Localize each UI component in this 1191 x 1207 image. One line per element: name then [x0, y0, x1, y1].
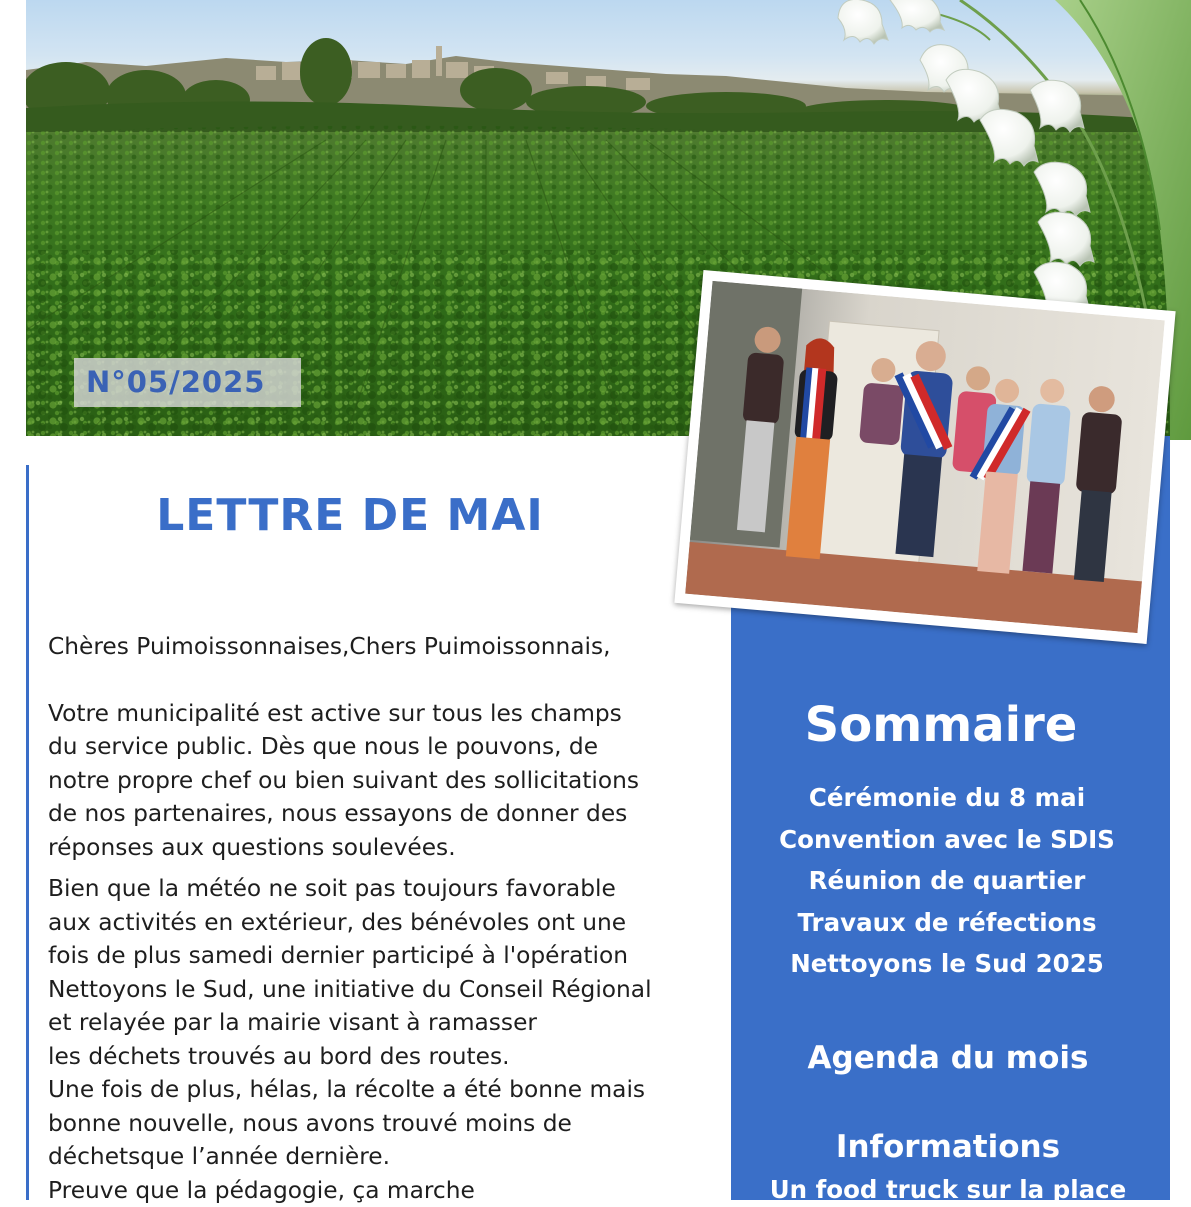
letter-line: aux activités en extérieur, des bénévoles ont une — [48, 906, 738, 940]
summary-item[interactable]: Nettoyons le Sud 2025 — [731, 946, 1163, 988]
summary-item[interactable]: Cérémonie du 8 mai — [731, 780, 1163, 822]
summary-item[interactable]: Convention avec le SDIS — [731, 822, 1163, 864]
letter-line: du service public. Dès que nous le pouvons, de — [48, 730, 738, 764]
issue-number-badge — [74, 358, 301, 407]
left-column-rule — [26, 465, 29, 1200]
letter-line: Votre municipalité est active sur tous les champs — [48, 697, 738, 731]
letter-greeting: Chères Puimoissonnaises,Chers Puimoissonnais, — [48, 630, 738, 664]
letter-paragraph-1 — [48, 697, 738, 865]
letter-body — [48, 630, 738, 1207]
letter-title: LETTRE DE MAI — [30, 490, 670, 541]
letter-line: notre propre chef ou bien suivant des sollicitations — [48, 764, 738, 798]
letter-line: réponses aux questions soulevées. — [48, 831, 738, 865]
information-title[interactable]: Informations — [731, 1129, 1165, 1165]
summary-item[interactable]: Travaux de réfections — [731, 905, 1163, 947]
letter-line: de nos partenaires, nous essayons de donner des — [48, 797, 738, 831]
letter-line: Une fois de plus, hélas, la récolte a été bonne mais — [48, 1073, 738, 1107]
letter-line: bonne nouvelle, nous avons trouvé moins de — [48, 1107, 738, 1141]
issue-number: N°05/2025 — [86, 365, 265, 399]
letter-line: Preuve que la pédagogie, ça marche — [48, 1174, 738, 1207]
letter-line: déchetsque l’année dernière. — [48, 1140, 738, 1174]
letter-line: Bien que la météo ne soit pas toujours favorable — [48, 872, 738, 906]
letter-line: et relayée par la mairie visant à ramasser — [48, 1006, 738, 1040]
agenda-title[interactable]: Agenda du mois — [731, 1040, 1165, 1076]
group-photo — [674, 270, 1175, 644]
letter-line: Nettoyons le Sud, une initiative du Conseil Régional — [48, 973, 738, 1007]
letter-line: les déchets trouvés au bord des routes. — [48, 1040, 738, 1074]
summary-list — [731, 780, 1163, 988]
information-item[interactable]: Un food truck sur la place — [731, 1175, 1165, 1204]
letter-paragraph-2 — [48, 872, 738, 1207]
summary-item[interactable]: Réunion de quartier — [731, 863, 1163, 905]
summary-title: Sommaire — [731, 697, 1151, 753]
letter-line: fois de plus samedi dernier participé à l'opération — [48, 939, 738, 973]
